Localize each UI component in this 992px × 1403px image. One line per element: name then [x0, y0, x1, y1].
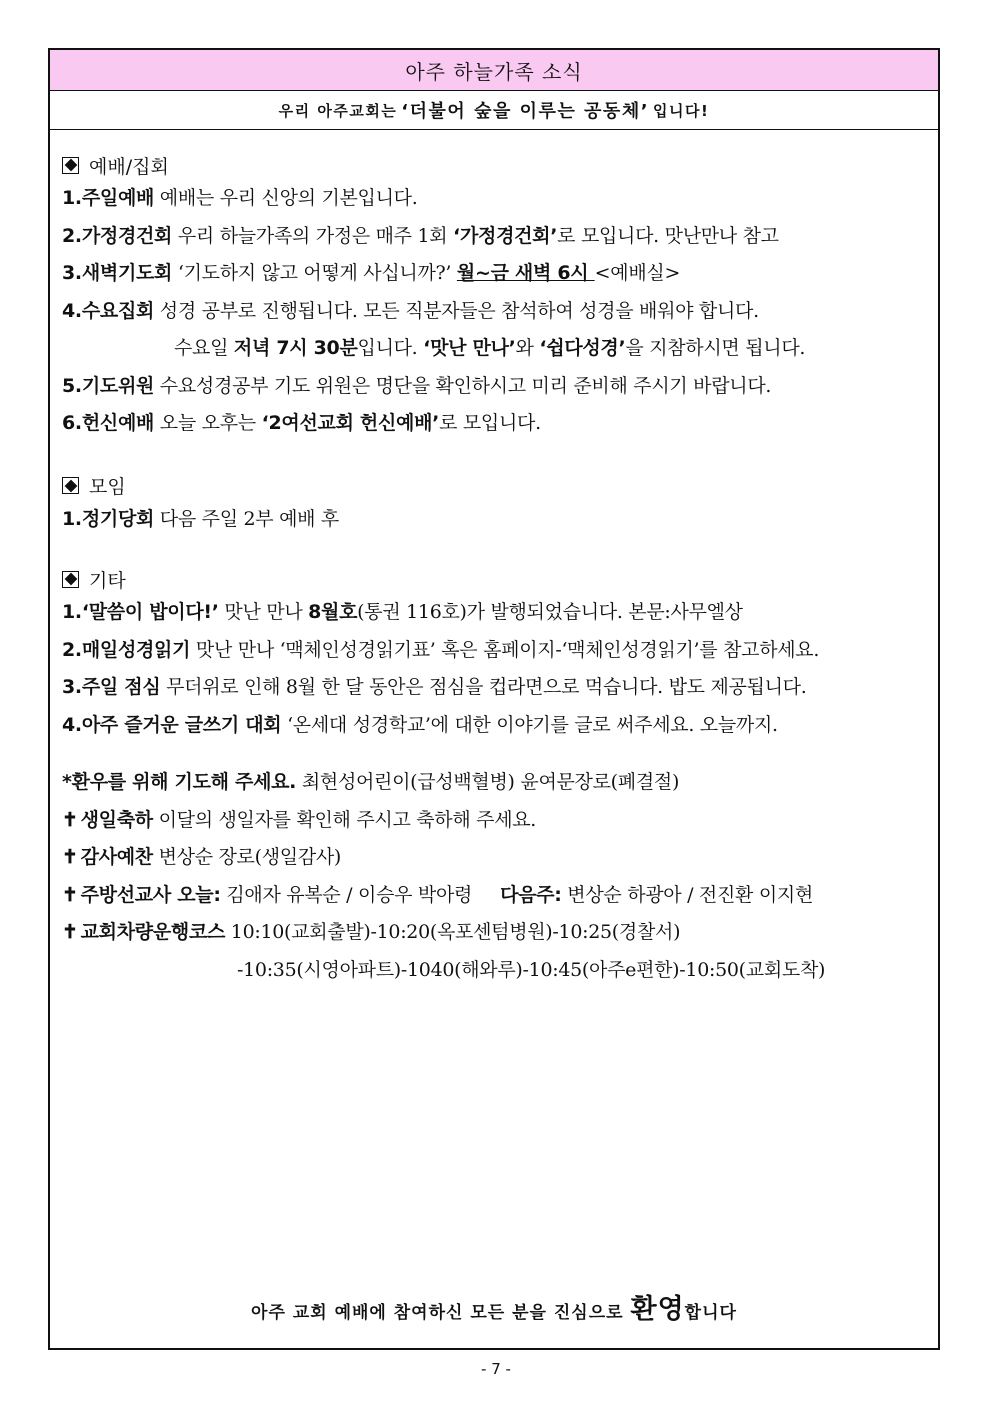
label: 5.기도위원 [62, 374, 155, 397]
worship-line-6 [62, 405, 926, 443]
worship-line-2 [62, 218, 926, 256]
label: 다음주: [500, 883, 562, 906]
emphasis: 8월호 [308, 601, 358, 623]
text: (통권 116호)가 발행되었습니다. 본문:사무엘상 [357, 601, 743, 623]
worship-line-3 [62, 255, 926, 293]
title-bar [50, 50, 938, 91]
text: 10:10(교회출발)-10:20(옥포센텀병원)-10:25(경찰서) [225, 921, 681, 943]
subtitle-pre: 우리 아주교회는 [278, 101, 398, 120]
label: *환우를 위해 기도해 주세요. [62, 771, 297, 793]
text: 로 모입니다. [439, 412, 541, 434]
label: 3.새벽기도회 [62, 262, 173, 284]
notice-thanks [62, 839, 926, 877]
label: 주방선교사 오늘: [80, 883, 221, 906]
diamond-square-icon [62, 571, 79, 588]
text: 입니다. [357, 337, 424, 359]
text: 와 [515, 337, 540, 359]
emphasis: ‘쉽다성경’ [539, 337, 626, 359]
label: 6.헌신예배 [62, 412, 155, 434]
text: 수요일 [174, 337, 234, 359]
worship-line-5 [62, 368, 926, 406]
label: 4.아주 즐거운 글쓰기 대회 [62, 713, 282, 736]
worship-line-4 [62, 293, 926, 331]
label: 1.‘말씀이 밥이다!’ [62, 601, 219, 623]
label: 4.수요집회 [62, 299, 155, 322]
text: ‘기도하지 않고 어떻게 사십니까?’ [172, 262, 457, 284]
text: 성경 공부로 진행됩니다. 모든 직분자들은 참석하여 성경을 배워야 합니다. [154, 299, 759, 322]
cross-icon: ✝ [62, 883, 78, 906]
text: 예배는 우리 신앙의 기본입니다. [154, 187, 418, 209]
text: 변상순 하광아 / 전진환 이지현 [561, 883, 813, 906]
text: 이달의 생일자를 확인해 주시고 축하해 주세요. [152, 808, 537, 831]
subtitle-bar [50, 91, 938, 130]
label: 2.매일성경읽기 [62, 638, 191, 661]
emphasis: 월~금 새벽 6시 [456, 262, 595, 284]
text: 무더위로 인해 8월 한 달 동안은 점심을 컵라면으로 먹습니다. 밥도 제공됩니다. [160, 676, 807, 698]
text: 로 모입니다. 맛난만나 참고 [557, 224, 779, 247]
text: 변상순 장로(생일감사) [152, 846, 342, 868]
worship-line-1 [62, 180, 926, 218]
section-etc-title: 기타 [89, 569, 126, 592]
text: 맛난 만나 [218, 601, 309, 623]
cross-icon: ✝ [62, 921, 78, 943]
text: <예배실> [594, 262, 681, 284]
notice-bus-line-2 [62, 952, 926, 990]
emphasis: 저녁 7시 30분 [233, 337, 358, 359]
text: ‘온세대 성경학교’에 대한 이야기를 글로 써주세요. 오늘까지. [281, 713, 778, 736]
worship-line-4b [62, 330, 926, 368]
emphasis: ‘맛난 만나’ [423, 337, 516, 359]
text: 맛난 만나 ‘맥체인성경읽기표’ 혹은 홈페이지-‘맥체인성경읽기’를 참고하세요. [190, 638, 820, 661]
etc-line-2 [62, 632, 926, 670]
text: 다음 주일 2부 예배 후 [154, 507, 339, 530]
page-number: - 7 - [481, 1360, 511, 1378]
section-worship-title: 예배/집회 [89, 155, 169, 178]
etc-line-3 [62, 669, 926, 707]
label: 1.정기당회 [62, 507, 155, 530]
cross-icon: ✝ [62, 808, 78, 831]
content [62, 150, 926, 989]
welcome-text: 합니다 [684, 1303, 737, 1323]
section-meeting-heading [62, 471, 926, 501]
label: 1.주일예배 [62, 187, 155, 209]
notice-prayer [62, 764, 926, 802]
welcome-emphasis: 환영 [630, 1294, 685, 1325]
diamond-square-icon [62, 157, 79, 174]
etc-line-1 [62, 594, 926, 632]
label: 3.주일 점심 [62, 676, 161, 698]
meeting-line-1 [62, 501, 926, 539]
subtitle-post: 입니다! [653, 101, 710, 120]
label: 2.가정경건회 [62, 224, 173, 247]
label: 교회차량운행코스 [80, 921, 226, 943]
notice-birthday [62, 802, 926, 840]
text: 김애자 유복순 / 이승우 박아령 [220, 883, 473, 906]
bulletin-frame [48, 48, 940, 1350]
text: -10:35(시영아파트)-1040(해와루)-10:45(아주e편한)-10:50(교회도착) [237, 958, 826, 981]
notice-bus [62, 914, 926, 952]
welcome-text: 아주 교회 예배에 참여하신 모든 분을 진심으로 [251, 1303, 631, 1323]
text: 최현성어린이(급성백혈병) 윤여문장로(폐결절) [296, 771, 680, 793]
diamond-square-icon [62, 477, 79, 494]
section-etc-heading [62, 564, 926, 594]
subtitle-highlight: ‘더불어 숲을 이루는 공동체’ [401, 101, 650, 122]
etc-line-4 [62, 707, 926, 745]
text: 을 지참하시면 됩니다. [625, 337, 806, 359]
welcome-message [50, 1287, 938, 1326]
emphasis: ‘2여선교회 헌신예배’ [261, 412, 440, 434]
section-worship-heading [62, 150, 926, 180]
emphasis: ‘가정경건회’ [453, 224, 558, 247]
label: 생일축하 [80, 808, 153, 831]
text: 오늘 오후는 [154, 412, 262, 434]
label: 감사예찬 [80, 846, 153, 868]
section-meeting-title: 모임 [89, 476, 126, 498]
page-title: 아주 하늘가족 소식 [405, 59, 583, 84]
text: 우리 하늘가족의 가정은 매주 1회 [172, 224, 454, 247]
cross-icon: ✝ [62, 846, 78, 868]
text: 수요성경공부 기도 위원은 명단을 확인하시고 미리 준비해 주시기 바랍니다. [154, 374, 772, 397]
notice-kitchen [62, 877, 926, 915]
